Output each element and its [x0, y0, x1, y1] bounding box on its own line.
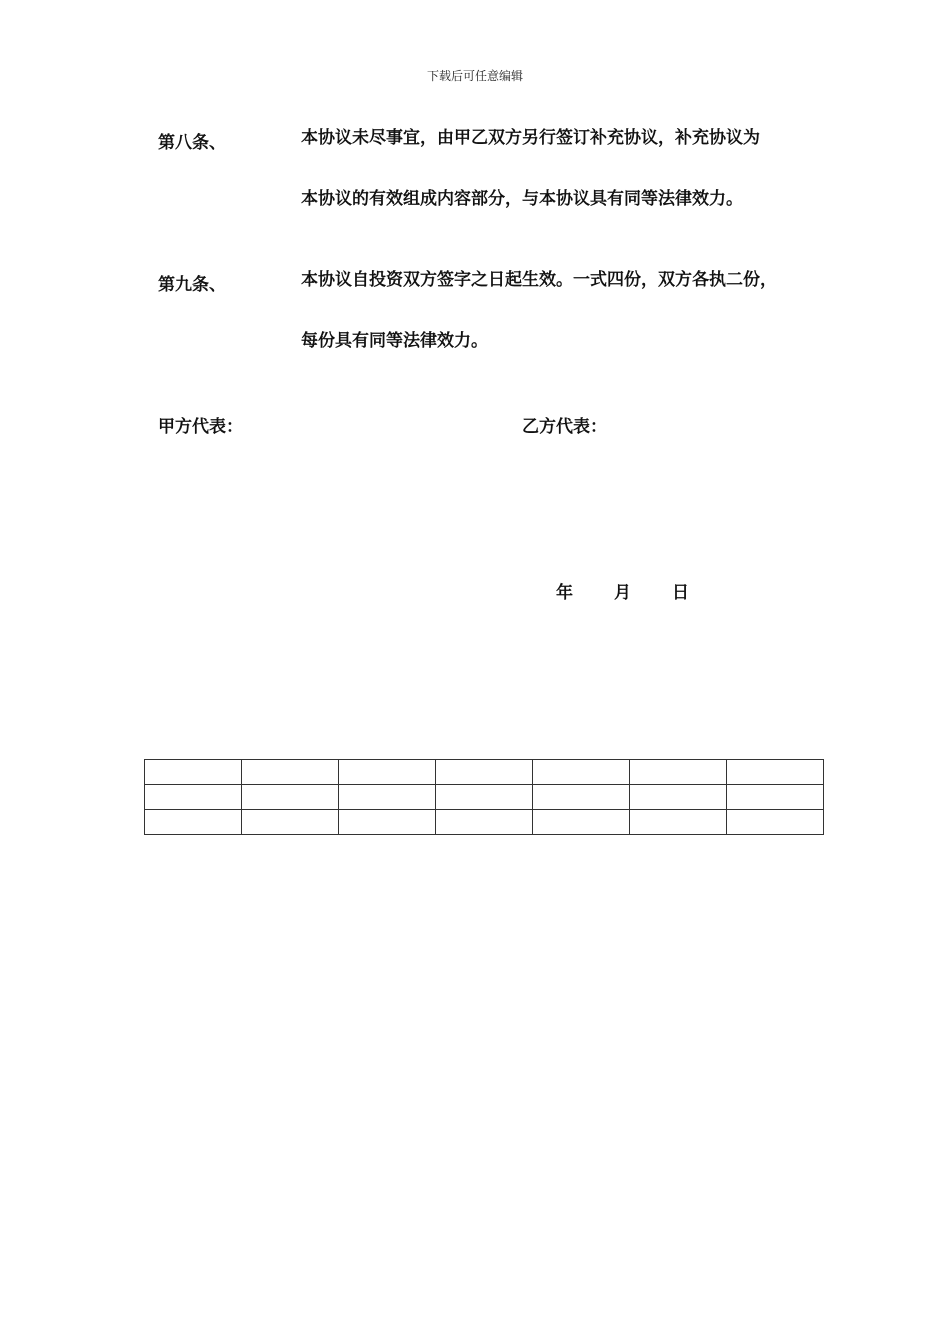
date-day-label: 日: [672, 583, 689, 603]
table-cell: [339, 810, 436, 835]
table-cell: [339, 760, 436, 785]
table-cell: [436, 760, 533, 785]
table-cell: [145, 785, 242, 810]
table-cell: [630, 785, 727, 810]
table-cell: [727, 810, 824, 835]
article-9-label: 第九条、: [158, 275, 226, 295]
article-9-line-1: 本协议自投资双方签字之日起生效。一式四份，双方各执二份，: [301, 270, 777, 290]
table-cell: [436, 810, 533, 835]
article-9-line-2: 每份具有同等法律效力。: [301, 331, 488, 351]
table-cell: [145, 810, 242, 835]
table-cell: [533, 810, 630, 835]
date-year-label: 年: [556, 583, 573, 603]
party-b-signature-label: 乙方代表：: [522, 417, 607, 437]
date-row: [556, 578, 689, 603]
table-row: [145, 810, 824, 835]
table-cell: [242, 760, 339, 785]
blank-table: [144, 759, 824, 835]
article-9-body: [301, 270, 831, 351]
table-cell: [533, 785, 630, 810]
table-cell: [242, 810, 339, 835]
table-cell: [242, 785, 339, 810]
article-8-label: 第八条、: [158, 133, 226, 153]
table-cell: [533, 760, 630, 785]
table-cell: [727, 785, 824, 810]
table-cell: [145, 760, 242, 785]
table-cell: [630, 760, 727, 785]
party-a-signature-label: 甲方代表：: [158, 417, 243, 437]
table-cell: [727, 760, 824, 785]
article-8-line-1: 本协议未尽事宜，由甲乙双方另行签订补充协议，补充协议为: [301, 128, 760, 148]
article-8-line-2: 本协议的有效组成内容部分，与本协议具有同等法律效力。: [301, 189, 743, 209]
table-cell: [339, 785, 436, 810]
header-note: 下载后可任意编辑: [426, 69, 523, 83]
table-cell: [630, 810, 727, 835]
table-cell: [436, 785, 533, 810]
table-row: [145, 785, 824, 810]
date-month-label: 月: [614, 583, 631, 603]
article-8-body: [301, 128, 831, 209]
table-row: [145, 760, 824, 785]
